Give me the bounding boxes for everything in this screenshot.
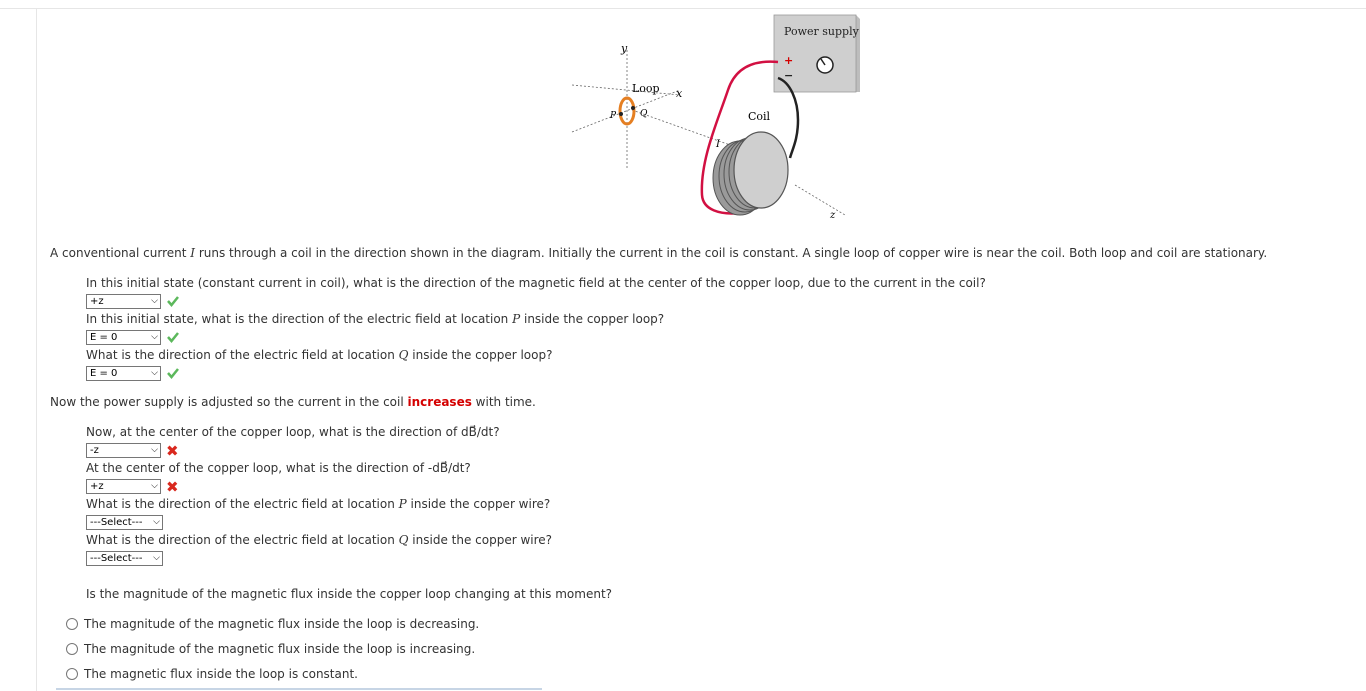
flux-option-constant[interactable] bbox=[66, 666, 358, 682]
flux-question: Is the magnitude of the magnetic flux inside the copper loop changing at this moment? bbox=[86, 587, 613, 601]
point-p-marker bbox=[619, 112, 623, 116]
answer-b-center-select[interactable] bbox=[86, 294, 161, 309]
now-pre: Now the power supply is adjusted so the current in the coil bbox=[50, 395, 408, 409]
answer-neg-dbdt-select[interactable] bbox=[86, 479, 161, 494]
point-q-marker bbox=[631, 106, 635, 110]
q-text: What is the direction of the electric field at location bbox=[86, 497, 399, 511]
option-label: The magnitude of the magnetic flux inside the loop is decreasing. bbox=[84, 617, 480, 631]
correct-check-icon bbox=[166, 366, 180, 380]
q-var: P bbox=[398, 497, 407, 511]
answer-e-wire-q-select[interactable] bbox=[86, 551, 163, 566]
intro-post: runs through a coil in the direction shown in the diagram. Initially the current in the coil is constant. A single loop of copper wire is near the coil. Both loop and coil are stationary. bbox=[195, 246, 1268, 260]
power-supply-label: Power supply bbox=[784, 25, 859, 38]
radio-button[interactable] bbox=[66, 618, 78, 630]
intro-pre: A conventional current bbox=[50, 246, 191, 260]
axis-z-label: z bbox=[830, 210, 836, 221]
incorrect-x-icon: ✖ bbox=[166, 478, 179, 496]
flux-option-increasing[interactable] bbox=[66, 641, 475, 657]
option-label: The magnetic flux inside the loop is constant. bbox=[84, 667, 358, 681]
coil-label: Coil bbox=[748, 110, 771, 123]
question-neg-dbdt: At the center of the copper loop, what is the direction of -dB⃗/dt? bbox=[86, 461, 471, 475]
question-e-at-p bbox=[86, 312, 664, 326]
question-e-at-q bbox=[86, 348, 552, 362]
coil-loop-diagram bbox=[560, 10, 880, 225]
chevron-down-icon: ⌵ bbox=[151, 481, 158, 491]
axis-y-label: y bbox=[621, 42, 628, 55]
plus-terminal: + bbox=[784, 54, 794, 67]
current-label: I bbox=[716, 139, 720, 150]
point-q-label: Q bbox=[640, 109, 648, 119]
chevron-down-icon: ⌵ bbox=[153, 553, 160, 563]
loop-label: Loop bbox=[632, 82, 660, 95]
q-text: inside the copper loop? bbox=[408, 348, 553, 362]
correct-check-icon bbox=[166, 294, 180, 308]
chevron-down-icon: ⌵ bbox=[151, 368, 158, 378]
q-var: Q bbox=[398, 348, 409, 362]
select-value: +z bbox=[90, 481, 104, 492]
answer-e-at-p-select[interactable] bbox=[86, 330, 161, 345]
select-value: +z bbox=[90, 296, 104, 307]
radio-button[interactable] bbox=[66, 643, 78, 655]
flux-option-decreasing[interactable] bbox=[66, 616, 479, 632]
question-b-center: In this initial state (constant current in coil), what is the direction of the magnetic field at the center of the copper loop, due to the current in the coil? bbox=[86, 276, 986, 290]
select-value: ---Select--- bbox=[90, 553, 143, 564]
q-text: What is the direction of the electric field at location bbox=[86, 348, 399, 362]
chevron-down-icon: ⌵ bbox=[151, 445, 158, 455]
select-value: E = 0 bbox=[90, 368, 118, 379]
q-var: P bbox=[512, 312, 521, 326]
left-divider bbox=[36, 9, 37, 691]
minus-terminal: − bbox=[784, 69, 794, 82]
bottom-divider bbox=[56, 688, 542, 690]
answer-e-wire-p-select[interactable] bbox=[86, 515, 163, 530]
answer-e-at-q-select[interactable] bbox=[86, 366, 161, 381]
now-text bbox=[50, 395, 536, 409]
question-dbdt: Now, at the center of the copper loop, what is the direction of dB⃗/dt? bbox=[86, 425, 500, 439]
q-text: inside the copper wire? bbox=[406, 497, 551, 511]
q-text: In this initial state, what is the direction of the electric field at location bbox=[86, 312, 513, 326]
chevron-down-icon: ⌵ bbox=[151, 296, 158, 306]
correct-check-icon bbox=[166, 330, 180, 344]
q-text: inside the copper loop? bbox=[520, 312, 665, 326]
radio-button[interactable] bbox=[66, 668, 78, 680]
q-text: What is the direction of the electric field at location bbox=[86, 533, 399, 547]
axis-x-label: x bbox=[676, 87, 683, 100]
chevron-down-icon: ⌵ bbox=[151, 332, 158, 342]
select-value: -z bbox=[90, 445, 99, 456]
option-label: The magnitude of the magnetic flux inside the loop is increasing. bbox=[84, 642, 476, 656]
coil bbox=[713, 132, 788, 215]
q-var: Q bbox=[398, 533, 409, 547]
now-emphasis: increases bbox=[407, 395, 472, 409]
q-text: inside the copper wire? bbox=[408, 533, 553, 547]
answer-dbdt-select[interactable] bbox=[86, 443, 161, 458]
question-e-wire-p bbox=[86, 497, 550, 511]
select-value: ---Select--- bbox=[90, 517, 143, 528]
intro-current-var: I bbox=[190, 246, 195, 260]
chevron-down-icon: ⌵ bbox=[153, 517, 160, 527]
now-post: with time. bbox=[471, 395, 536, 409]
select-value: E = 0 bbox=[90, 332, 118, 343]
incorrect-x-icon: ✖ bbox=[166, 442, 179, 460]
intro-text bbox=[50, 246, 1267, 260]
question-e-wire-q bbox=[86, 533, 552, 547]
point-p-label: P bbox=[610, 111, 617, 121]
top-divider bbox=[0, 8, 1366, 9]
